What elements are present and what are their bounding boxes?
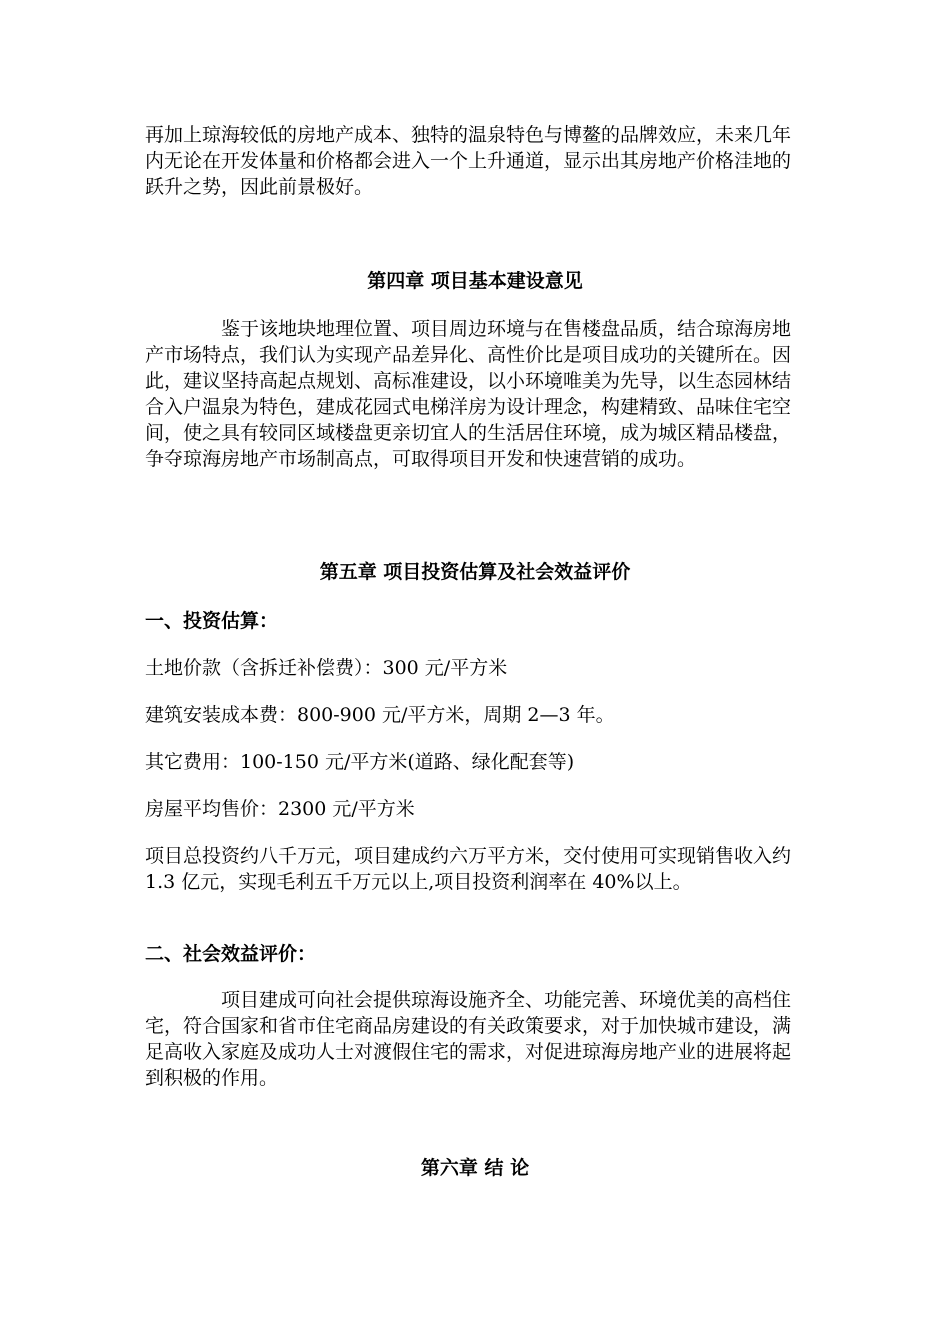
chapter-5-title: 第五章 项目投资估算及社会效益评价	[319, 561, 631, 583]
social-benefit-paragraph: 项目建成可向社会提供琼海设施齐全、功能完善、环境优美的高档住宅，符合国家和省市住宅商品房建设的有关政策要求，对于加快城市建设，满足高收入家庭及成功人士对渡假住宅的需求，对促进琼海房地产业的进展将起到积极的作用。	[145, 989, 792, 1089]
construction-cost-line: 建筑安装成本费：800-900 元/平方米，周期 2—3 年。	[145, 704, 615, 726]
land-cost-line: 土地价款（含拆迁补偿费）：300 元/平方米	[145, 657, 508, 679]
chapter-4-paragraph: 鉴于该地块地理位置、项目周边环境与在售楼盘品质，结合琼海房地产市场特点，我们认为实现产品差异化、高性价比是项目成功的关键所在。因此，建议坚持高起点规划、高标准建设，以小环境唯美为先导，以生态园林结合入户温泉为特色，建成花园式电梯洋房为设计理念，构建精致、品味住宅空间，使之具有较同区域楼盘更亲切宜人的生活居住环境，成为城区精品楼盘，争夺琼海房地产市场制高点，可取得项目开发和快速营销的成功。	[145, 318, 792, 470]
other-cost-line: 其它费用：100-150 元/平方米(道路、绿化配套等)	[145, 751, 575, 773]
intro-paragraph: 再加上琼海较低的房地产成本、独特的温泉特色与博鳌的品牌效应，未来几年内无论在开发体量和价格都会进入一个上升通道，显示出其房地产价格洼地的跃升之势，因此前景极好。	[145, 124, 792, 198]
average-price-line: 房屋平均售价：2300 元/平方米	[145, 798, 415, 820]
chapter-4-title: 第四章 项目基本建设意见	[367, 270, 583, 292]
investment-summary-paragraph: 项目总投资约八千万元，项目建成约六万平方米，交付使用可实现销售收入约 1.3 亿元，实现毛利五千万元以上,项目投资利润率在 40%以上。	[145, 845, 792, 893]
investment-estimate-heading: 一、投资估算：	[145, 610, 279, 632]
social-benefit-heading: 二、社会效益评价：	[145, 943, 317, 965]
chapter-6-title: 第六章 结 论	[420, 1157, 530, 1179]
